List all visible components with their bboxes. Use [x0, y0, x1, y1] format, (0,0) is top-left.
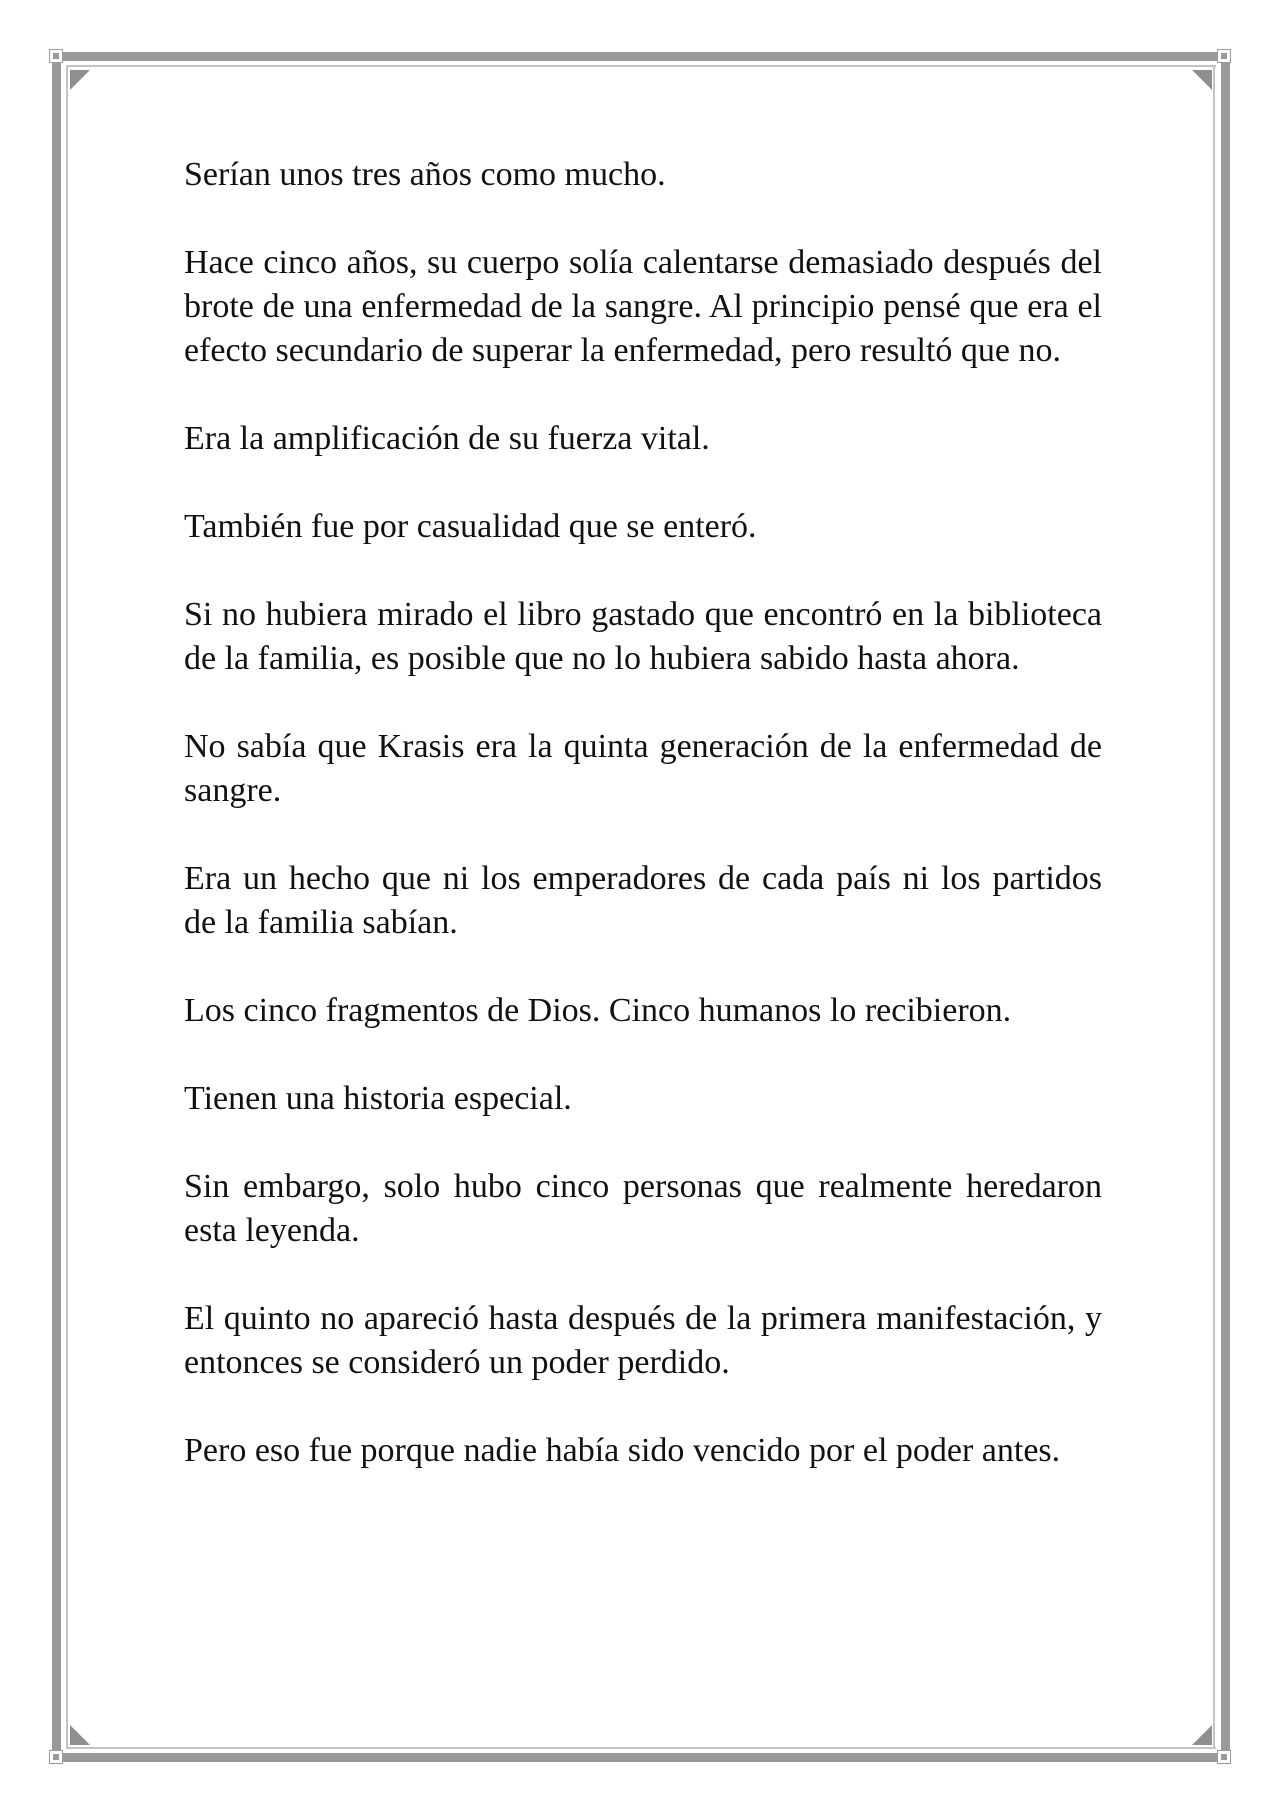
paragraph: Era un hecho que ni los emperadores de cada país ni los partidos de la familia sabían. — [184, 860, 1102, 941]
paragraph: El quinto no apareció hasta después de la primera manifestación, y entonces se consideró un poder perdido. — [184, 1300, 1102, 1381]
corner-ornament-bottom-right — [1218, 1751, 1230, 1763]
paragraph: No sabía que Krasis era la quinta generación de la enfermedad de sangre. — [184, 728, 1102, 809]
corner-triangle-bottom-right — [1192, 1725, 1212, 1745]
frame-top-border — [62, 52, 1220, 61]
frame-left-border — [52, 62, 61, 1753]
frame-inner-left-line — [66, 66, 68, 1748]
paragraph: Hace cinco años, su cuerpo solía calentarse demasiado después del brote de una enfermedad de la sangre. Al principio pensé que era el efecto secundario de superar la enfermedad, pero resultó que no. — [184, 244, 1102, 369]
paragraph: También fue por casualidad que se enteró. — [184, 508, 757, 545]
frame-inner-right-line — [1213, 66, 1215, 1748]
paragraph: Pero eso fue porque nadie había sido vencido por el poder antes. — [184, 1432, 1061, 1469]
corner-ornament-top-right — [1218, 50, 1230, 62]
corner-ornament-bottom-left — [50, 1751, 62, 1763]
frame-inner-bottom-line — [66, 1747, 1216, 1749]
paragraph: Serían unos tres años como mucho. — [184, 156, 666, 193]
corner-triangle-top-left — [70, 70, 90, 90]
frame-inner-top-line — [66, 65, 1216, 67]
paragraph: Los cinco fragmentos de Dios. Cinco humanos lo recibieron. — [184, 992, 1012, 1029]
corner-ornament-top-left — [50, 50, 62, 62]
paragraph: Si no hubiera mirado el libro gastado que encontró en la biblioteca de la familia, es posible que no lo hubiera sabido hasta ahora. — [184, 596, 1102, 677]
page-body-text — [184, 153, 1102, 1517]
paragraph: Tienen una historia especial. — [184, 1080, 572, 1117]
frame-right-border — [1221, 62, 1230, 1753]
frame-bottom-border — [62, 1753, 1220, 1762]
corner-triangle-top-right — [1192, 70, 1212, 90]
paragraph: Era la amplificación de su fuerza vital. — [184, 420, 710, 457]
corner-triangle-bottom-left — [70, 1725, 90, 1745]
paragraph: Sin embargo, solo hubo cinco personas que realmente heredaron esta leyenda. — [184, 1168, 1102, 1249]
